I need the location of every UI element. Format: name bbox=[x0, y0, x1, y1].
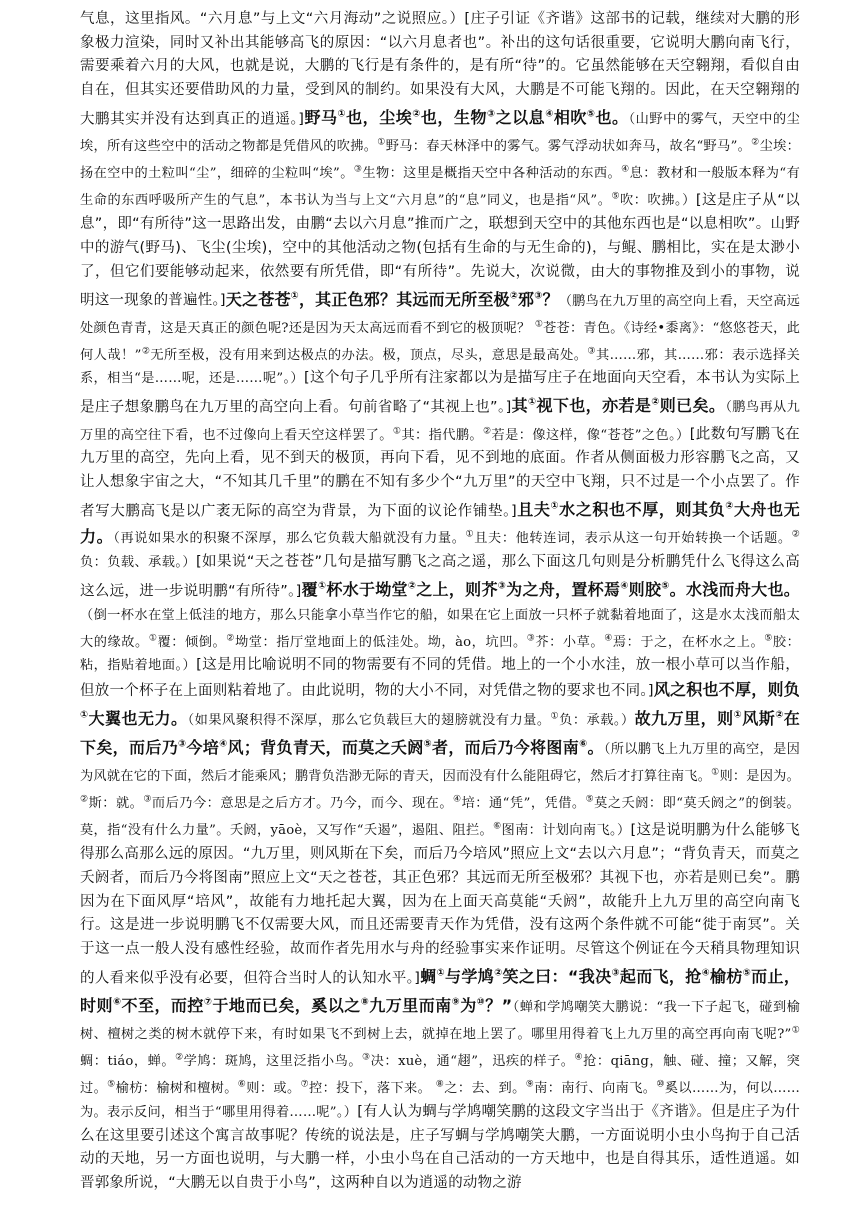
original-text-segment: 天之苍苍①，其正色邪？其远而无所至极②邪③？ bbox=[225, 289, 559, 309]
annotation-segment: （鹏鸟在九万里的高空向上看，天空高远处颜色青青，这是天真正的颜色呢?还是因为天太高远而看不到它的极顶呢？ ①苍苍：青色。《诗经•黍离》：“悠悠苍天，此何人哉！”②无所至极，没有用来到达极点的办法。极，顶点，尽头，意思是最高处。③其……邪，其……邪：表示选择关系，相当“是……呢，还是……呢”。） bbox=[80, 293, 800, 387]
original-text-segment: 野马①也，尘埃②也，生物③之以息④相吹⑤也。 bbox=[304, 108, 629, 128]
commentary-segment: [这是庄子从“以息”，即“有所待”这一思路出发，由鹏“去以六月息”推而广之，联想到天空中的其他东西也是“以息相吹”。山野中的游气(野马)、飞尘(尘埃)，空中的其他活动之物(包括有生命的与无生命的)，与鲲、鹏相比，实在是太渺小了，但它们要能够动起来，依然要有所凭借，即“有所待”。先说大，次说微，由大的事物推及到小的事物，说明这一现象的普遍性。] bbox=[80, 192, 800, 309]
original-text-segment: 蜩①与学鸠②笑之曰：“我决③起而飞，抢④榆枋⑤而止，时则⑥不至，而控⑦于地而已矣，奚以之⑧九万里而南⑨为⑩？” bbox=[80, 966, 801, 1015]
commentary-segment: [这是说明鹏为什么能够飞得那么高那么远的原因。“九万里，则风斯在下矣，而后乃今培风”照应上文“去以六月息”；“背负青天，而莫之夭阏者，而后乃今将图南”照应上文“天之苍苍，其正色邪？其远而无所至极邪？其视下也，亦若是则已矣”。鹏因为在下面风厚“培风”，故能有力地托起大翼，因为在上面天高莫能“夭阏”，故能升上九万里的高空向南飞行。这是进一步说明鹏飞不仅需要大风，而且还需要青天作为凭借，没有这两个条件就不可能“徙于南冥”。关于这一点一般人没有感性经验，故而作者先用水与舟的经验事实来作证明。尽管这个例证在今天稍具物理知识的人看来似乎没有必要，但符合当时人的认知水平。] bbox=[80, 822, 800, 986]
commentary-segment: [这是用比喻说明不同的物需要有不同的凭借。地上的一个小水洼，放一根小草可以当作船，但放一个杯子在上面则粘着地了。由此说明，物的大小不同，对凭借之物的要求也不同。] bbox=[80, 657, 800, 700]
commentary-segment: [这个句子几乎所有注家都以为是描写庄子在地面向天空看，本书认为实际上是庄子想象鹏鸟在九万里的高空向上看。句前省略了“其视上也”。] bbox=[80, 370, 800, 416]
original-text-segment: 故九万里，则①风斯②在下矣，而后乃③今培④风；背负青天，而莫之夭阏⑤者，而后乃今将图南⑥。 bbox=[80, 709, 800, 758]
commentary-segment: [如果说“天之苍苍”几句是描写鹏飞之高之遥，那么下面这几句则是分析鹏凭什么飞得这么高这么远，进一步说明鹏“有所待”。] bbox=[80, 553, 801, 599]
commentary-segment: 气息，这里指风。“六月息”与上文“六月海动”之说照应。）[庄子引证《齐谐》这部书的记载，继续对大鹏的形象极力渲染，同时又补出其能够高飞的原因：“以六月息者也”。补出的这句话很重要，它说明大鹏向南飞行，需要乘着六月的大风，也就是说，大鹏的飞行是有条件的，是有所“待”的。它虽然能够在天空翱翔，看似自由自在，但其实还要借助风的力量，受到风的制约。如果没有大风，大鹏是不可能飞翔的。因此，在天空翱翔的大鹏其实并没有达到真正的逍遥。] bbox=[80, 11, 800, 128]
commentary-segment: [有人认为蜩与学鸠嘲笑鹏的这段文字当出于《齐谐》。但是庄子为什么在这里要引述这个寓言故事呢？传统的说法是，庄子写蜩与学鸠嘲笑大鹏，一方面说明小虫小鸟拘于自己活动的天地，另一方面也说明，与大鹏一样，小虫小鸟在自己活动的一方天地中，也是自得其乐，适性逍遥。如晋郭象所说，“大鹏无以自贵于小鸟”，这两种自以为逍遥的动物之游 bbox=[80, 1103, 800, 1192]
annotation-segment: （所以鹏飞上九万里的高空，是因为风就在它的下面，然后才能乘风；鹏背负浩渺无际的青天，因而没有什么能阻碍它，然后才打算往南飞。①则：是因为。②斯：就。③而后乃今：意思是之后方才。乃今，而今、现在。④培：通“凭”，凭借。⑤莫之夭阏：即“莫夭阏之”的倒装。莫，指“没有什么力量”。夭阏，yāoè，又写作“夭遏”，遏阻、阻拦。⑥图南：计划向南飞。） bbox=[80, 742, 800, 839]
annotated-text-paragraph bbox=[80, 8, 800, 1196]
commentary-segment: [此数句写鹏飞在九万里的高空，先向上看，见不到天的极顶，再向下看，见不到地的底面。作者从侧面极力形容鹏飞之高，又让人想象宇宙之大，“不知其几千里”的鹏在不知有多少个“九万里”的天空中飞翔，只不过是一个小点罢了。作者写大鹏高飞是以广袤无际的高空为背景，为下面的议论作铺垫。] bbox=[80, 426, 800, 520]
annotation-segment: （鹏鸟再从九万里的高空往下看，也不过像向上看天空这样罢了。①其：指代鹏。②若是：像这样，像“苍苍”之色。） bbox=[80, 400, 800, 443]
original-text-segment: 且夫①水之积也不厚，则其负②大舟也无力。 bbox=[80, 500, 800, 547]
original-text-segment: 其①视下也，亦若是②则已矣。 bbox=[511, 396, 726, 416]
original-text-segment: 覆①杯水于坳堂②之上，则芥③为之舟，置杯焉④则胶⑤。水浅而舟大也。 bbox=[301, 579, 800, 599]
annotation-segment: （山野中的雾气，天空中的尘埃，所有这些空中的活动之物都是凭借风的吹拂。①野马：春天林泽中的雾气。雾气浮动状如奔马，故名“野马”。②尘埃：扬在空中的土粒叫“尘”，细碎的尘粒叫“埃”。③生物：这里是概指天空中各种活动的东西。④息：教材和一般版本释为“有生命的东西呼吸所产生的气息”，本书认为当与上文“六月息”的“息”同义，也是指“风”。⑤吹：吹拂。） bbox=[80, 112, 801, 209]
annotation-segment: （蝉和学鸠嘲笑大鹏说：“我一下子起飞，碰到榆树、檀树之类的树木就停下来，有时如果飞不到树上去，就掉在地上罢了。哪里用得着飞上九万里的高空再向南飞呢?”①蜩：tiáo，蝉。②学鸠：斑鸠，这里泛指小鸟。③决：xuè，通“趐”，迅疾的样子。④抢：qiāng，触、碰、撞；又解，突过。⑤榆枋：榆树和檀树。⑥则：或。⑦控：投下，落下来。 ⑧之：去、到。⑨南：南行、向南飞。⑩奚以……为，何以……为。表示反问，相当于“哪里用得着……呢”。） bbox=[80, 999, 800, 1120]
original-text-segment: 风之积也不厚，则负①大翼也无力。 bbox=[80, 680, 800, 729]
document-body bbox=[80, 8, 800, 1196]
annotation-segment: （再说如果水的积聚不深厚，那么它负载大船就没有力量。①且夫：他转连词，表示从这一句开始转换一个话题。②负：负载、承载。） bbox=[80, 529, 800, 570]
annotation-segment: （如果风聚积得不深厚，那么它负载巨大的翅膀就没有力量。①负：承载。） bbox=[187, 711, 635, 729]
annotation-segment: （倒一杯水在堂上低洼的地方，那么只能拿小草当作它的船，如果在它上面放一只杯子就黏着地面了，这是水太浅而船太大的缘故。①覆：倾倒。②坳堂：指厅堂地面上的低洼处。坳，ào，坑凹。③芥：小草。④焉：于之，在杯水之上。⑤胶：粘，指贴着地面。） bbox=[80, 607, 801, 674]
